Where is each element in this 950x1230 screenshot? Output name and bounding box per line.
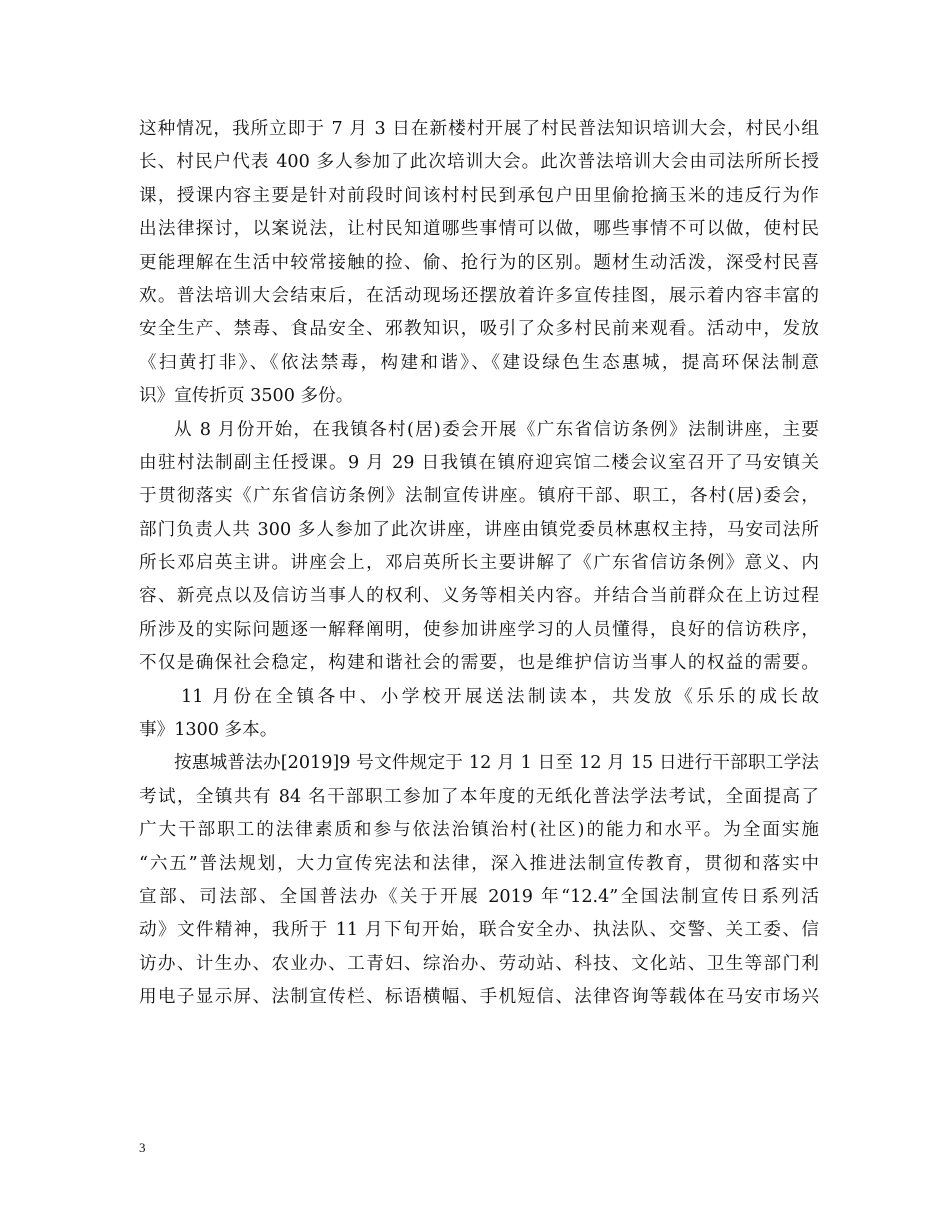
text-line: 识》宣传折页 3500 多份。: [139, 386, 354, 407]
text-line: 长、村民户代表 400 多人参加了此次培训大会。此次普法培训大会由司法所所长授: [139, 152, 819, 173]
text-line: 用电子显示屏、法制宣传栏、标语横幅、手机短信、法律咨询等载体在马安市场兴: [139, 987, 819, 1008]
paragraph: [139, 747, 819, 1014]
text-line: 更能理解在生活中较常接触的捡、偷、抢行为的区别。题材生动活泼，深受村民喜: [139, 252, 819, 273]
text-line: 11 月份在全镇各中、小学校开展送法制读本，共发放《乐乐的成长故: [181, 686, 819, 707]
text-line: 出法律探讨，以案说法，让村民知道哪些事情可以做，哪些事情不可以做，使村民: [139, 219, 819, 240]
text-line: 访办、计生办、农业办、工青妇、综治办、劳动站、科技、文化站、卫生等部门利: [139, 953, 819, 974]
paragraph: [139, 414, 819, 681]
text-line: 不仅是确保社会稳定，构建和谐社会的需要，也是维护信访当事人的权益的需要。: [139, 653, 819, 674]
text-line: 课，授课内容主要是针对前段时间该村村民到承包户田里偷抢摘玉米的违反行为作: [139, 185, 819, 206]
paragraph: [139, 681, 819, 748]
text-line: 《扫黄打非》、《依法禁毒，构建和谐》、《建设绿色生态惠城，提高环保法制意: [139, 352, 819, 373]
page-number: 3: [139, 1140, 146, 1155]
text-line: 按惠城普法办[2019]9 号文件规定于 12 月 1 日至 12 月 15 日进行干部职工学法: [174, 753, 819, 774]
text-line: 广大干部职工的法律素质和参与依法治镇治村(社区)的能力和水平。为全面实施: [139, 820, 819, 841]
text-line: 事》1300 多本。: [139, 720, 278, 741]
text-line: 从 8 月份开始，在我镇各村(居)委会开展《广东省信访条例》法制讲座，主要: [174, 419, 819, 440]
text-line: 安全生产、禁毒、食品安全、邪教知识，吸引了众多村民前来观看。活动中，发放: [139, 319, 819, 340]
text-line: 所涉及的实际问题逐一解释阐明，使参加讲座学习的人员懂得，良好的信访秩序，: [139, 619, 819, 640]
text-line: 考试，全镇共有 84 名干部职工参加了本年度的无纸化普法学法考试，全面提高了: [139, 786, 819, 807]
body-text: [139, 113, 819, 1015]
text-line: 动》文件精神，我所于 11 月下旬开始，联合安全办、执法队、交警、关工委、信: [139, 920, 819, 941]
text-line: 于贯彻落实《广东省信访条例》法制宣传讲座。镇府干部、职工，各村(居)委会，: [139, 486, 819, 507]
text-line: 容、新亮点以及信访当事人的权利、义务等相关内容。并结合当前群众在上访过程: [139, 586, 819, 607]
text-line: 所长邓启英主讲。讲座会上，邓启英所长主要讲解了《广东省信访条例》意义、内: [139, 553, 819, 574]
text-line: 欢。普法培训大会结束后，在活动现场还摆放着许多宣传挂图，展示着内容丰富的: [139, 285, 819, 306]
text-line: 由驻村法制副主任授课。9 月 29 日我镇在镇府迎宾馆二楼会议室召开了马安镇关: [139, 452, 819, 473]
text-line: 部门负责人共 300 多人参加了此次讲座，讲座由镇党委员林惠权主持，马安司法所: [139, 519, 819, 540]
paragraph: [139, 113, 819, 414]
text-line: 这种情况，我所立即于 7 月 3 日在新楼村开展了村民普法知识培训大会，村民小组: [139, 119, 819, 139]
text-line: 宣部、司法部、全国普法办《关于开展 2019 年“12.4”全国法制宣传日系列活: [139, 886, 819, 907]
text-line: “六五”普法规划，大力宣传宪法和法律，深入推进法制宣传教育，贯彻和落实中: [139, 853, 819, 874]
